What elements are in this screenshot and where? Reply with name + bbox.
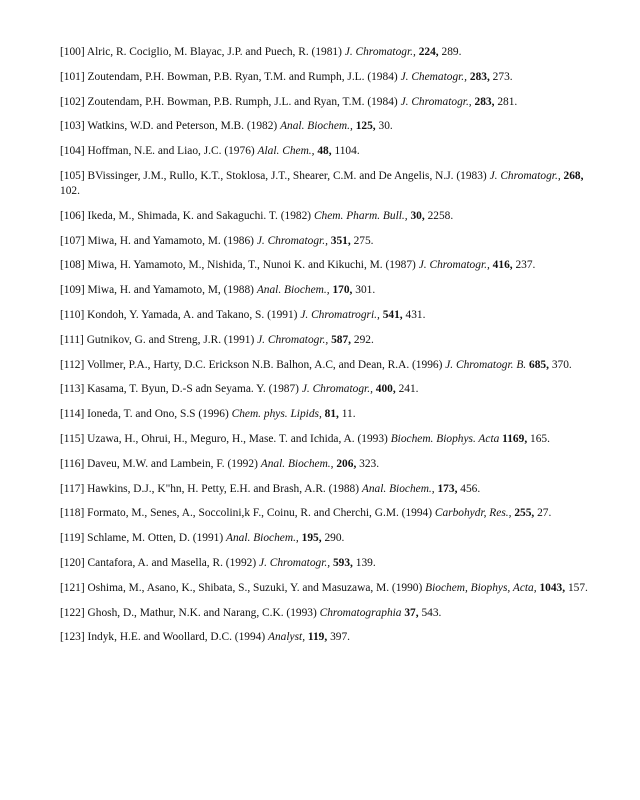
- reference-entry: [60, 258, 590, 273]
- reference-entry: [60, 531, 590, 546]
- reference-pages: 27.: [537, 507, 552, 520]
- reference-pages: 273.: [492, 70, 513, 83]
- reference-volume: 587,: [331, 333, 352, 346]
- reference-journal: J. Chromatogr.,: [344, 46, 416, 58]
- reference-number: [117]: [60, 482, 85, 495]
- reference-pages: 2258.: [427, 209, 454, 222]
- reference-pages: 102.: [60, 184, 80, 197]
- reference-number: [101]: [60, 70, 85, 83]
- reference-number: [116]: [60, 457, 85, 470]
- reference-volume: 593,: [332, 556, 353, 569]
- reference-number: [118]: [60, 507, 85, 520]
- reference-number: [108]: [60, 259, 85, 272]
- reference-entry: [60, 581, 590, 596]
- reference-number: [106]: [60, 209, 85, 222]
- reference-number: [105]: [60, 169, 85, 182]
- reference-volume: 48,: [317, 145, 332, 158]
- reference-authors: Gutnikov, G. and Streng, J.R. (1991): [86, 333, 255, 346]
- reference-authors: Uzawa, H., Ohrui, H., Meguro, H., Mase. T. and Ichida, A. (1993): [87, 432, 388, 445]
- reference-journal: Anal. Biochem.,: [256, 284, 330, 297]
- reference-entry: [60, 482, 590, 497]
- reference-volume: 173,: [437, 482, 458, 495]
- reference-authors: Oshima, M., Asano, K., Shibata, S., Suzuki, Y. and Masuzawa, M. (1990): [87, 581, 423, 594]
- reference-journal: Chem. Pharm. Bull.,: [313, 209, 408, 222]
- reference-pages: 543.: [421, 606, 442, 619]
- reference-journal: Analyst,: [268, 631, 306, 644]
- reference-entry: [60, 382, 590, 397]
- reference-number: [111]: [60, 333, 84, 346]
- reference-number: [114]: [60, 408, 85, 421]
- reference-volume: 400,: [375, 383, 396, 396]
- reference-volume: 283,: [474, 95, 495, 108]
- reference-volume: 206,: [336, 457, 357, 470]
- reference-number: [107]: [60, 234, 85, 247]
- reference-number: [113]: [60, 383, 85, 396]
- reference-journal: J. Chromatogr.,: [301, 383, 373, 396]
- reference-pages: 397.: [330, 631, 351, 644]
- reference-journal: J. Chromatogr.,: [259, 556, 331, 569]
- reference-volume: 30,: [410, 209, 425, 222]
- reference-volume: 37,: [404, 606, 419, 619]
- reference-authors: Alric, R. Cociglio, M. Blayac, J.P. and Puech, R. (1981): [86, 46, 342, 58]
- reference-entry: [60, 606, 590, 621]
- reference-entry: [60, 169, 590, 199]
- reference-pages: 292.: [353, 333, 374, 346]
- reference-pages: 139.: [355, 556, 376, 569]
- reference-authors: Formato, M., Senes, A., Soccolini,k F., Coinu, R. and Cherchi, G.M. (1994): [87, 507, 433, 520]
- reference-journal: Biochem. Biophys. Acta: [390, 432, 500, 445]
- reference-entry: [60, 556, 590, 571]
- reference-authors: Cantafora, A. and Masella, R. (1992): [87, 556, 257, 569]
- reference-number: [103]: [60, 120, 85, 133]
- reference-authors: Daveu, M.W. and Lambein, F. (1992): [87, 457, 258, 470]
- reference-pages: 281.: [497, 95, 518, 108]
- reference-volume: 1043,: [539, 581, 566, 594]
- reference-entry: [60, 283, 590, 298]
- reference-authors: Zoutendam, P.H. Bowman, P.B. Ryan, T.M. and Rumph, J.L. (1984): [87, 70, 398, 83]
- reference-volume: 1169,: [502, 432, 528, 445]
- reference-number: [100]: [60, 46, 85, 58]
- reference-authors: Miwa, H. and Yamamoto, M, (1988): [87, 284, 254, 297]
- reference-pages: 431.: [405, 308, 426, 321]
- reference-journal: J. Chromatogr. B.: [445, 358, 527, 371]
- reference-entry: [60, 506, 590, 521]
- reference-pages: 165.: [530, 432, 550, 445]
- reference-volume: 125,: [355, 120, 376, 133]
- reference-journal: Anal. Biochem.,: [280, 120, 353, 133]
- reference-authors: Zoutendam, P.H. Bowman, P.B. Rumph, J.L. and Ryan, T.M. (1984): [87, 95, 398, 108]
- reference-pages: 290.: [324, 532, 345, 545]
- reference-number: [109]: [60, 284, 85, 297]
- reference-entry: [60, 95, 590, 110]
- reference-authors: Watkins, W.D. and Peterson, M.B. (1982): [87, 120, 278, 133]
- reference-authors: Ioneda, T. and Ono, S.S (1996): [87, 408, 229, 421]
- reference-authors: Kasama, T. Byun, D.-S adn Seyama. Y. (1987): [87, 383, 299, 396]
- reference-pages: 30.: [378, 120, 393, 133]
- reference-pages: 289.: [441, 46, 462, 58]
- reference-pages: 323.: [359, 457, 380, 470]
- reference-entry: [60, 209, 590, 224]
- reference-journal: J. Chromatrogri.,: [300, 308, 380, 321]
- reference-journal: Biochem, Biophys, Acta,: [425, 581, 537, 594]
- reference-entry: [60, 45, 590, 60]
- reference-pages: 456.: [460, 482, 481, 495]
- reference-volume: 224,: [418, 46, 439, 58]
- reference-authors: Kondoh, Y. Yamada, A. and Takano, S. (1991): [87, 308, 298, 321]
- reference-number: [122]: [60, 606, 85, 619]
- reference-entry: [60, 70, 590, 85]
- reference-authors: Ghosh, D., Mathur, N.K. and Narang, C.K. (1993): [87, 606, 317, 619]
- reference-entry: [60, 333, 590, 348]
- reference-authors: Vollmer, P.A., Harty, D.C. Erickson N.B. Balhon, A.C, and Dean, R.A. (1996): [86, 358, 443, 371]
- reference-entry: [60, 630, 590, 645]
- reference-number: [121]: [60, 581, 85, 594]
- reference-volume: 119,: [307, 631, 328, 644]
- reference-volume: 195,: [301, 532, 322, 545]
- reference-journal: J. Chematogr.,: [400, 70, 468, 83]
- reference-volume: 351,: [330, 234, 351, 247]
- reference-journal: J. Chromatogr.,: [256, 234, 328, 247]
- reference-pages: 370.: [551, 358, 572, 371]
- reference-pages: 301.: [355, 284, 376, 297]
- reference-authors: BVissinger, J.M., Rullo, K.T., Stoklosa, J.T., Shearer, C.M. and De Angelis, N.J. (1983): [87, 169, 487, 182]
- reference-authors: Hoffman, N.E. and Liao, J.C. (1976): [87, 145, 255, 158]
- reference-entry: [60, 234, 590, 249]
- reference-number: [119]: [60, 532, 85, 545]
- reference-journal: Anal. Biochem.,: [260, 457, 334, 470]
- reference-volume: 416,: [492, 259, 513, 272]
- reference-journal: Anal. Biochem.,: [361, 482, 435, 495]
- reference-volume: 283,: [469, 70, 490, 83]
- reference-authors: Schlame, M. Otten, D. (1991): [87, 532, 224, 545]
- reference-entry: [60, 119, 590, 134]
- reference-number: [112]: [60, 358, 85, 371]
- reference-entry: [60, 407, 590, 422]
- reference-journal: J. Chromatogr.,: [400, 95, 472, 108]
- reference-authors: Indyk, H.E. and Woollard, D.C. (1994): [87, 631, 266, 644]
- reference-pages: 11.: [341, 408, 356, 421]
- reference-journal: Chem. phys. Lipids,: [231, 408, 322, 421]
- reference-number: [102]: [60, 95, 85, 108]
- reference-entry: [60, 358, 590, 373]
- reference-pages: 157.: [567, 581, 588, 594]
- reference-number: [115]: [60, 432, 85, 445]
- reference-journal: J. Chromatogr.,: [257, 333, 329, 346]
- reference-entry: [60, 308, 590, 323]
- reference-pages: 275.: [353, 234, 374, 247]
- reference-number: [110]: [60, 308, 85, 321]
- reference-entry: [60, 457, 590, 472]
- reference-list: [60, 45, 590, 655]
- reference-authors: Miwa, H. and Yamamoto, M. (1986): [87, 234, 254, 247]
- reference-entry: [60, 432, 590, 447]
- reference-volume: 81,: [324, 408, 339, 421]
- reference-number: [123]: [60, 631, 85, 644]
- reference-volume: 170,: [332, 284, 353, 297]
- reference-journal: Anal. Biochem.,: [226, 532, 299, 545]
- reference-authors: Miwa, H. Yamamoto, M., Nishida, T., Nunoi K. and Kikuchi, M. (1987): [87, 259, 416, 272]
- reference-journal: Alal. Chem.,: [257, 145, 315, 158]
- reference-journal: Chromatographia: [319, 606, 402, 619]
- reference-number: [104]: [60, 145, 85, 158]
- reference-pages: 237.: [515, 259, 536, 272]
- reference-pages: 1104.: [334, 145, 360, 158]
- reference-volume: 685,: [529, 358, 549, 371]
- reference-pages: 241.: [398, 383, 419, 396]
- reference-authors: Ikeda, M., Shimada, K. and Sakaguchi. T. (1982): [87, 209, 312, 222]
- reference-volume: 268,: [563, 169, 584, 182]
- reference-volume: 255,: [514, 507, 535, 520]
- reference-journal: J. Chromatogr.,: [418, 259, 490, 272]
- reference-authors: Hawkins, D.J., K"hn, H. Petty, E.H. and Brash, A.R. (1988): [87, 482, 359, 495]
- reference-journal: J. Chromatogr.,: [489, 169, 561, 182]
- reference-number: [120]: [60, 556, 85, 569]
- reference-volume: 541,: [382, 308, 403, 321]
- reference-journal: Carbohydr, Res.,: [434, 507, 512, 520]
- reference-entry: [60, 144, 590, 159]
